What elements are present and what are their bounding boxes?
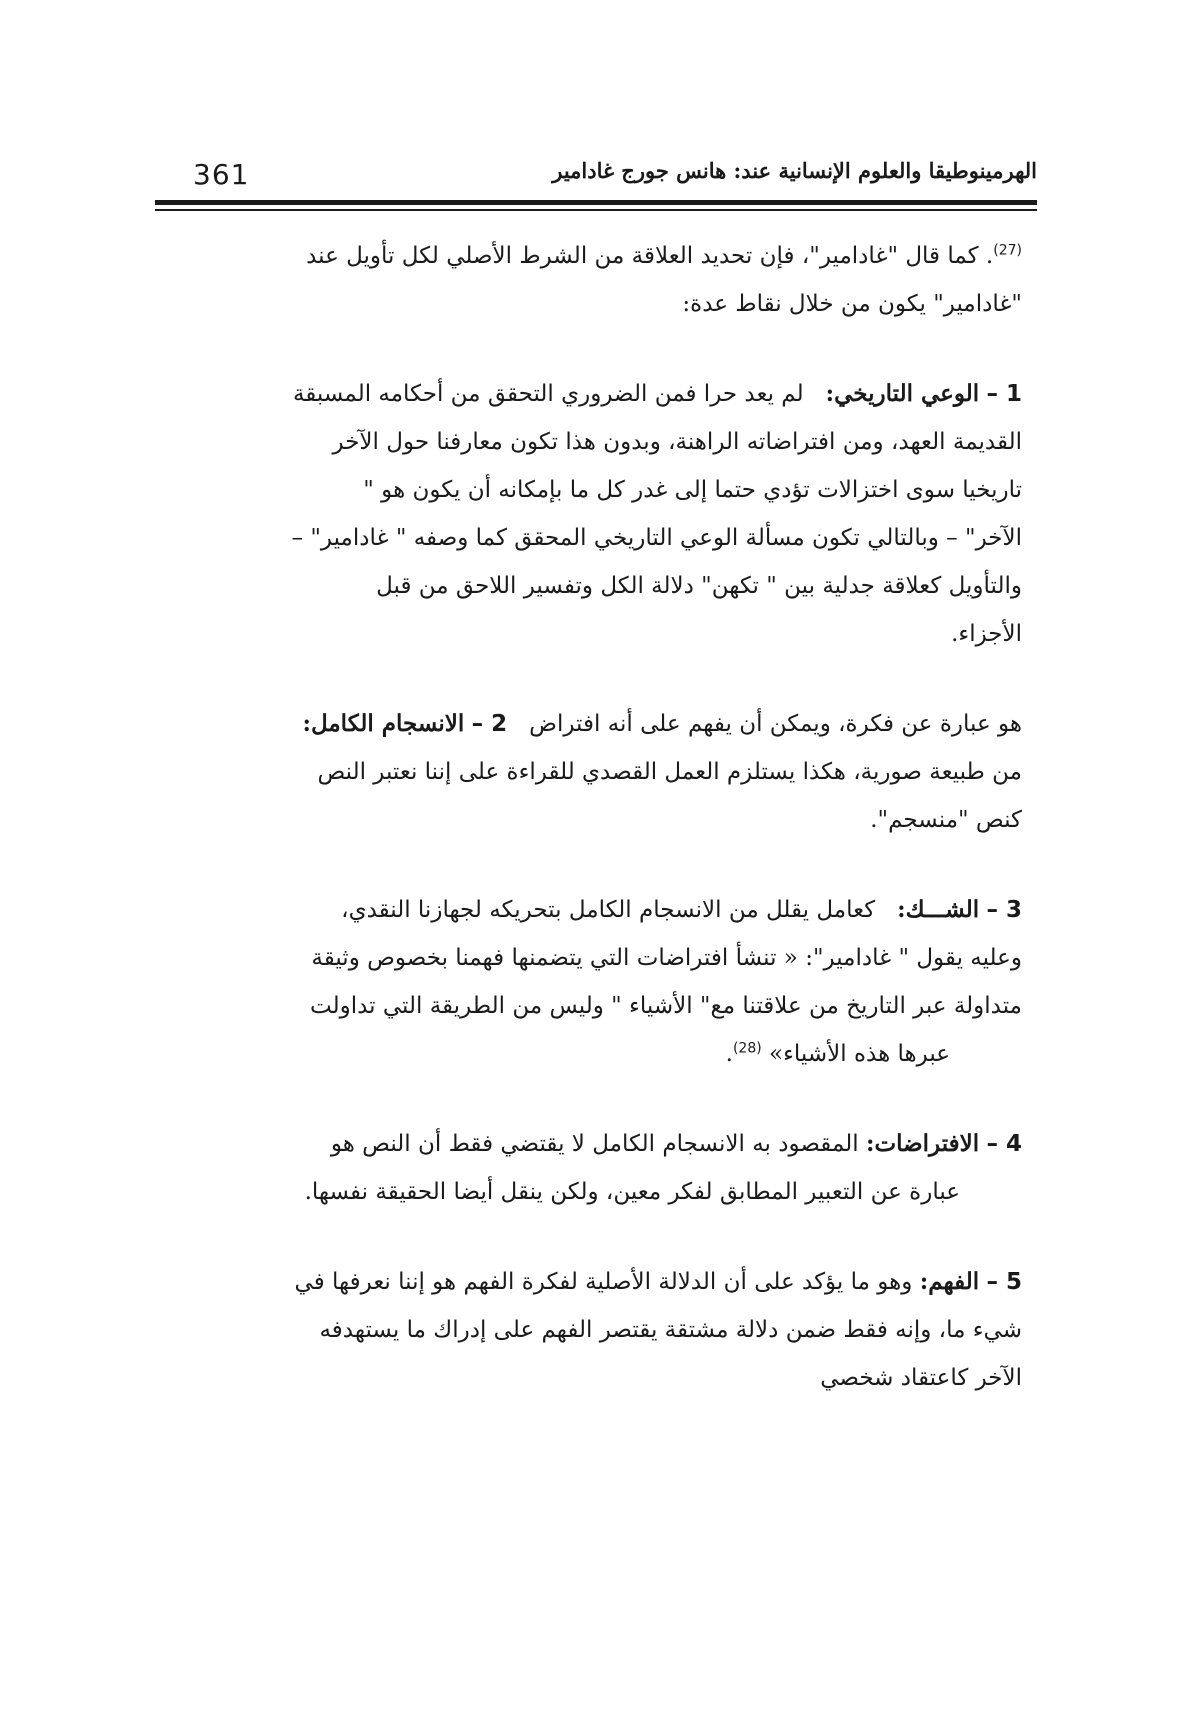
item-number: 2 – bbox=[471, 711, 508, 737]
intro-line-2: "غادامير" يكون من خلال نقاط عدة: bbox=[682, 291, 1022, 317]
item-4-line-1: 4 – الافتراضات: المقصود به الانسجام الكامل لا يقتضي فقط أن النص هو bbox=[330, 1130, 1022, 1157]
item-2-line-1: هو عبارة عن فكرة، ويمكن أن يفهم على أنه افتراض2 – الانسجام الكامل: bbox=[302, 710, 1022, 737]
intro-paragraph bbox=[150, 232, 1022, 328]
header-rule-thin bbox=[155, 209, 1037, 211]
item-4-line-2: عبارة عن التعبير المطابق لفكر معين، ولكن ينقل أيضا الحقيقة نفسها. bbox=[304, 1179, 960, 1205]
footnote-ref-27: (27) bbox=[993, 242, 1022, 259]
item-historical-consciousness bbox=[150, 370, 1022, 658]
item-1-line-5: والتأويل كعلاقة جدلية بين " تكهن" دلالة الكل وتفسير اللاحق من قبل bbox=[376, 573, 1022, 599]
item-title: الافتراضات: bbox=[865, 1130, 980, 1157]
running-title: الهرمينوطيقا والعلوم الإنسانية عند: هانس جورج غادامير bbox=[552, 158, 1037, 183]
item-3-line-4: عبرها هذه الأشياء» $^{(28)}$. bbox=[725, 1040, 950, 1067]
item-understanding bbox=[150, 1258, 1022, 1402]
item-3-line-1: 3 – الشـــك:كعامل يقلل من الانسجام الكامل بتحريكه لجهازنا النقدي، bbox=[341, 896, 1022, 923]
item-complete-coherence bbox=[150, 700, 1022, 844]
item-doubt bbox=[150, 886, 1022, 1078]
page-number: 361 bbox=[193, 158, 250, 191]
item-title: الفهم: bbox=[919, 1268, 980, 1295]
item-5-line-3: الآخر كاعتقاد شخصي bbox=[820, 1365, 1022, 1391]
footnote-ref-28: (28) bbox=[732, 1040, 762, 1057]
item-number: 4 – bbox=[986, 1131, 1022, 1157]
item-1-line-6: الأجزاء. bbox=[951, 621, 1022, 647]
item-assumptions bbox=[150, 1120, 1022, 1216]
page-header bbox=[155, 150, 1037, 200]
item-1-line-1: 1 – الوعي التاريخي:لم يعد حرا فمن الضروري التحقق من أحكامه المسبقة bbox=[292, 380, 1022, 407]
item-3-line-3: متداولة عبر التاريخ من علاقتنا مع" الأشياء " وليس من الطريقة التي تداولت bbox=[310, 993, 1022, 1019]
item-title: الانسجام الكامل: bbox=[302, 710, 465, 737]
item-2-line-3: كنص "منسجم". bbox=[870, 807, 1022, 833]
page-body bbox=[150, 232, 1022, 1444]
item-2-line-2: من طبيعة صورية، هكذا يستلزم العمل القصدي للقراءة على إننا نعتبر النص bbox=[317, 759, 1022, 785]
item-5-line-2: شيء ما، وإنه فقط ضمن دلالة مشتقة يقتصر الفهم على إدراك ما يستهدفه bbox=[319, 1317, 1022, 1343]
item-title: الشـــك: bbox=[897, 896, 980, 923]
item-number: 5 – bbox=[986, 1269, 1022, 1295]
item-number: 3 – bbox=[986, 897, 1022, 923]
item-number: 1 – bbox=[986, 381, 1022, 407]
item-1-line-2: القديمة العهد، ومن افتراضاته الراهنة، وبدون هذا تكون معارفنا حول الآخر bbox=[332, 429, 1022, 455]
item-5-line-1: 5 – الفهم: وهو ما يؤكد على أن الدلالة الأصلية لفكرة الفهم هو إننا نعرفها في bbox=[294, 1268, 1022, 1295]
intro-line-1: $^{(27)}$. كما قال "غادامير"، فإن تحديد العلاقة من الشرط الأصلي لكل تأويل عند bbox=[306, 242, 1022, 269]
item-1-line-3: تاريخيا سوى اختزالات تؤدي حتما إلى غدر كل ما بإمكانه أن يكون هو " bbox=[363, 477, 1022, 503]
item-1-line-4: الآخر" – وبالتالي تكون مسألة الوعي التاريخي المحقق كما وصفه " غادامير" – bbox=[291, 525, 1022, 551]
header-rule-thick bbox=[155, 200, 1037, 205]
item-3-line-2: وعليه يقول " غادامير": « تنشأ افتراضات التي يتضمنها فهمنا بخصوص وثيقة bbox=[311, 945, 1022, 971]
item-title: الوعي التاريخي: bbox=[825, 380, 980, 407]
